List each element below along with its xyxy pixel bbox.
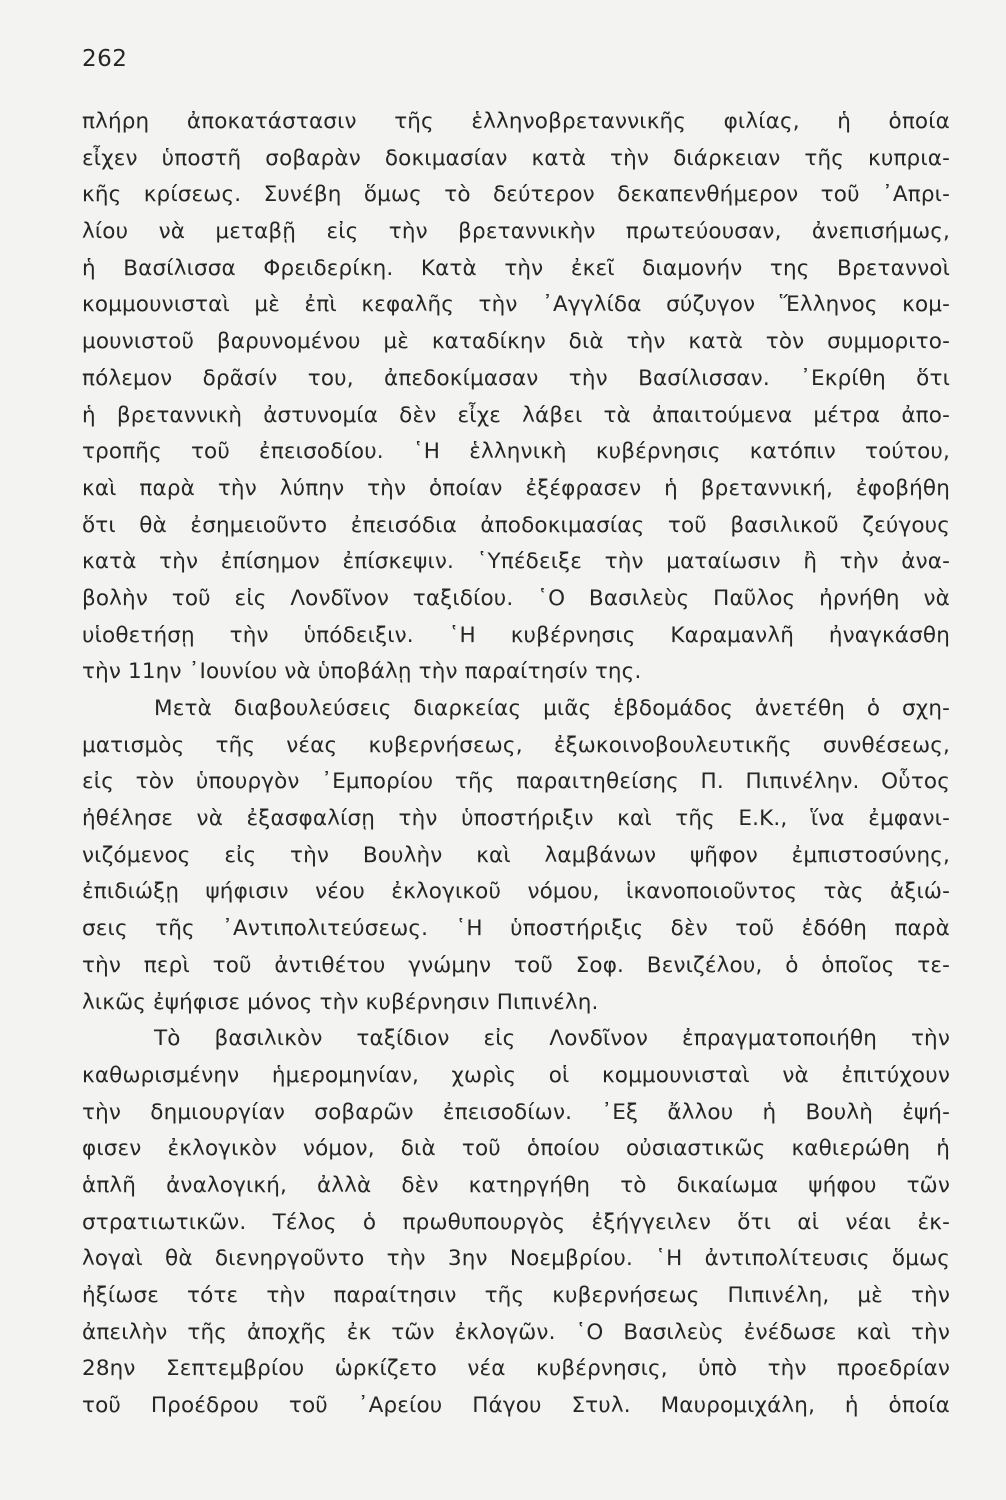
text-line: τὴν περὶ τοῦ ἀντιθέτου γνώμην τοῦ Σοφ. Βενιζέλου, ὁ ὁποῖος τε- [82,952,950,978]
text-line: στρατιωτικῶν. Τέλος ὁ πρωθυπουργὸς ἐξήγγειλεν ὅτι αἱ νέαι ἐκ- [82,1209,950,1235]
paragraph-start-line: Μετὰ διαβουλεύσεις διαρκείας μιᾶς ἑβδομάδος ἀνετέθη ὁ σχη- [154,696,950,721]
text-line: κῆς κρίσεως. Συνέβη ὅμως τὸ δεύτερον δεκαπενθήμερον τοῦ ᾿Απρι- [82,182,950,208]
text-line: κομμουνισταὶ μὲ ἐπὶ κεφαλῆς τὴν ᾿Αγγλίδα σύζυγον Ἕλληνος κομ- [82,292,950,318]
text-line: ἠθέλησε νὰ ἐξασφαλίσῃ τὴν ὑποστήριξιν καὶ τῆς Ε.Κ., ἵνα ἐμφανι- [82,806,950,832]
text-line: εἶχεν ὑποστῆ σοβαρὰν δοκιμασίαν κατὰ τὴν διάρκειαν τῆς κυπρια- [82,145,950,171]
text-line: φισεν ἐκλογικὸν νόμον, διὰ τοῦ ὁποίου οὐσιαστικῶς καθιερώθη ἡ [82,1136,950,1162]
text-line: τοῦ Προέδρου τοῦ ᾿Αρείου Πάγου Στυλ. Μαυρομιχάλη, ἡ ὁποία [82,1393,950,1419]
text-line: καὶ παρὰ τὴν λύπην τὴν ὁποίαν ἐξέφρασεν ἡ βρεταννική, ἐφοβήθη [82,475,950,501]
page-number: 262 [82,46,128,72]
text-line: καθωρισμένην ἡμερομηνίαν, χωρὶς οἱ κομμουνισταὶ νὰ ἐπιτύχουν [82,1062,950,1088]
text-line: κατὰ τὴν ἐπίσημον ἐπίσκεψιν. ῾Υπέδειξε τὴν ματαίωσιν ἢ τὴν ἀνα- [82,549,950,575]
text-line: υἱοθετήσῃ τὴν ὑπόδειξιν. ῾Η κυβέρνησις Καραμανλῆ ἠναγκάσθη [82,622,950,648]
text-line: ἠξίωσε τότε τὴν παραίτησιν τῆς κυβερνήσεως Πιπινέλη, μὲ τὴν [82,1283,950,1308]
text-line: λίου νὰ μεταβῇ εἰς τὴν βρεταννικὴν πρωτεύουσαν, ἀνεπισήμως, [82,219,950,245]
paragraph-end-line: τὴν 11ην ᾿Ιουνίου νὰ ὑποβάλῃ τὴν παραίτησίν της. [82,659,642,685]
paragraph-end-line: λικῶς ἐψήφισε μόνος τὴν κυβέρνησιν Πιπινέλη. [82,989,599,1015]
body-text [82,104,950,1425]
text-line: ματισμὸς τῆς νέας κυβερνήσεως, ἐξωκοινοβουλευτικῆς συνθέσεως, [82,732,950,758]
text-line: 28ην Σεπτεμβρίου ὡρκίζετο νέα κυβέρνησις, ὑπὸ τὴν προεδρίαν [82,1356,950,1382]
text-line: πλήρη ἀποκατάστασιν τῆς ἑλληνοβρεταννικῆς φιλίας, ἡ ὁποία [82,109,950,134]
text-line: τὴν δημιουργίαν σοβαρῶν ἐπεισοδίων. ᾿Εξ ἄλλου ἡ Βουλὴ ἐψή- [82,1099,950,1125]
text-line: βολὴν τοῦ εἰς Λονδῖνον ταξιδίου. ῾Ο Βασιλεὺς Παῦλος ἠρνήθη νὰ [82,585,950,611]
text-line: ἡ βρεταννικὴ ἀστυνομία δὲν εἶχε λάβει τὰ ἀπαιτούμενα μέτρα ἀπο- [82,402,950,428]
text-line: μουνιστοῦ βαρυνομένου μὲ καταδίκην διὰ τὴν κατὰ τὸν συμμοριτο- [82,329,950,355]
text-line: ὅτι θὰ ἐσημειοῦντο ἐπεισόδια ἀποδοκιμασίας τοῦ βασιλικοῦ ζεύγους [82,512,950,538]
text-line: σεις τῆς ᾿Αντιπολιτεύσεως. ῾Η ὑποστήριξις δὲν τοῦ ἐδόθη παρὰ [82,916,950,942]
text-line: νιζόμενος εἰς τὴν Βουλὴν καὶ λαμβάνων ψῆφον ἐμπιστοσύνης, [82,842,950,868]
text-line: ἀπειλὴν τῆς ἀποχῆς ἐκ τῶν ἐκλογῶν. ῾Ο Βασιλεὺς ἐνέδωσε καὶ τὴν [82,1319,950,1345]
text-line: εἰς τὸν ὑπουργὸν ᾿Εμπορίου τῆς παραιτηθείσης Π. Πιπινέλην. Οὗτος [82,769,950,795]
text-line: ἐπιδιώξῃ ψήφισιν νέου ἐκλογικοῦ νόμου, ἱκανοποιοῦντος τὰς ἀξιώ- [82,879,950,905]
text-line: πόλεμον δρᾶσίν του, ἀπεδοκίμασαν τὴν Βασίλισσαν. ᾿Εκρίθη ὅτι [82,365,950,391]
paragraph-start-line: Τὸ βασιλικὸν ταξίδιον εἰς Λονδῖνον ἐπραγματοποιήθη τὴν [154,1026,950,1052]
text-line: ἡ Βασίλισσα Φρειδερίκη. Κατὰ τὴν ἐκεῖ διαμονήν της Βρεταννοὶ [82,255,950,281]
text-line: λογαὶ θὰ διενηργοῦντο τὴν 3ην Νοεμβρίου. ῾Η ἀντιπολίτευσις ὅμως [82,1246,950,1272]
text-line: ἁπλῆ ἀναλογική, ἀλλὰ δὲν κατηργήθη τὸ δικαίωμα ψήφου τῶν [82,1172,950,1198]
text-line: τροπῆς τοῦ ἐπεισοδίου. ῾Η ἑλληνικὴ κυβέρνησις κατόπιν τούτου, [82,439,950,465]
